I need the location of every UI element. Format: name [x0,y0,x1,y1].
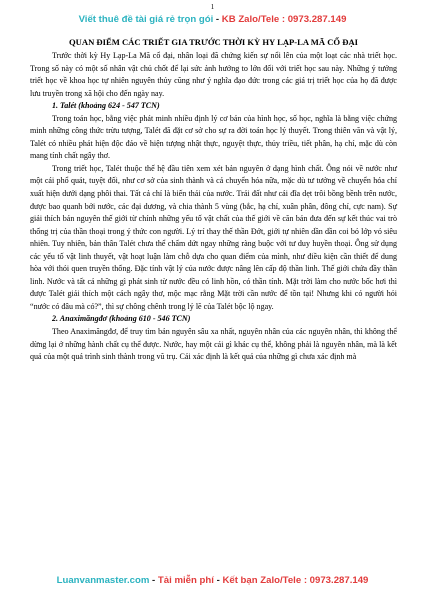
section-thales-paragraph-2: Trong triết học, Talét thuộc thế hệ đầu tiên xem xét bản nguyên ở dạng hình chất. Ông nói về nước như một cái phổ quát, tuyệt đối, như cơ sở của sinh thành và cả chuyển hóa nữa, mặc dù tư tưởng về chuyển hóa chỉ xuất hiện dưới dạng phôi thai. Tất cả chỉ là biến thái của nước. Trái đất như cái đĩa dẹt trôi bồng bềnh trên nước, được bao quanh bởi nước, các đại dương, và chia thành 5 vùng (bắc, hạ chí, xuân phân, đông chí, cực nam). Sự giải thích bản nguyên thế giới từ chính những yếu tố vật chất của thế giới về căn bản đưa đến sự kết thúc vai trò thống trị của thần thoại trong ý thức con người. Lý trí thay thế thần Đớt, giới tự nhiên dần dần coi bỏ lớp vỏ siêu nhiên. Tuy nhiên, bản thân Talét chưa thể chấm dứt ngay những ràng buộc với tư duy huyền thoại. Ông sử dụng các yếu tố vật linh thuyết, vật hoạt luận làm chỗ dựa cho quan điểm của mình, như điều kiện cần thiết để dung hòa với thói quen truyền thống. Đặc tính vật lý của nước được nâng lên cấp độ thần linh. Thế giới chứa đầy thần linh. Nước và tất cả những gì phát sinh từ nước đều có linh hồn, có thần tính. Mặt trời làm cho nước bốc hơi thì được Talét giải thích một cách ngây thơ, mộc mạc rằng Mặt trời cần nước để tồn tại! Nhưng khi có người hỏi “nước có đâu mà có?”, thì sự chông chênh trong lý lẽ của Talét bộc lộ ngay. [30,163,397,311]
page-number: 1 [210,3,215,11]
footer-separator-1: - [149,575,158,586]
footer-free-download-link[interactable]: Tải miễn phí [157,575,214,586]
document-body [30,36,397,364]
header-banner [0,14,425,25]
header-banner-service: Viết thuê đề tài giá rẻ trọn gói [78,14,214,25]
header-banner-contact: KB Zalo/Tele : 0973.287.149 [221,14,347,25]
section-heading-anaximander: 2. Anaximăngđơ (khoảng 610 - 546 TCN) [52,314,191,324]
footer-separator-2: - [213,575,223,586]
footer-contact: Kết bạn Zalo/Tele : 0973.287.149 [222,575,369,586]
section-anaximander-paragraph-1: Theo Anaximăngđơ, để truy tìm bản nguyên sâu xa nhất, nguyên nhân của các nguyên nhân, thì không thể dừng lại ở những hành chất cụ thể được. Nước, hay một cái gì khác cụ thể, không phải là nguyên nhân, mà là kết quả của một quá trình sinh thành trong vũ trụ. Cái xác định là kết quả của những gì chưa xác định mà [30,327,397,362]
intro-paragraph: Trước thời kỳ Hy Lạp-La Mã cổ đại, nhân loại đã chứng kiến sự nổi lên của một loạt các nhà triết học. Trong số này có một số nhân vật chủ chốt để lại sức ảnh hưởng to lớn đối với triết học sau này. Những ý tưởng triết học về khoa học tự nhiên nguyên thủy cũng như ý nghĩa đạo đức trong các giá trị triết học của họ đã được lưu truyền trong xã hội cho đến ngày nay. [30,51,397,98]
document-title: QUAN ĐIỂM CÁC TRIẾT GIA TRƯỚC THỜI KỲ HY LẠP-LA MÃ CỔ ĐẠI [68,37,359,47]
section-thales-paragraph-1: Trong toán học, bằng việc phát minh nhiều định lý cơ bản của hình học, số học, nghĩa là bằng việc chứng minh những công thức trừu tượng, Talét đã đặt cơ sở cho sự ra đời toán học lý thuyết. Trong thiên văn và vật lý, Talét có nhiều phát hiện độc đáo về hiện tượng nhật thực, nguyệt thực, thủy triều, tiết phân, hạ chí, mặc dù còn mang tính chất ngây thơ. [30,113,397,161]
section-heading-thales: 1. Talét (khoảng 624 - 547 TCN) [52,101,160,111]
footer-site-link[interactable]: Luanvanmaster.com [56,575,150,586]
header-banner-separator: - [213,14,222,25]
footer-banner [0,575,425,586]
